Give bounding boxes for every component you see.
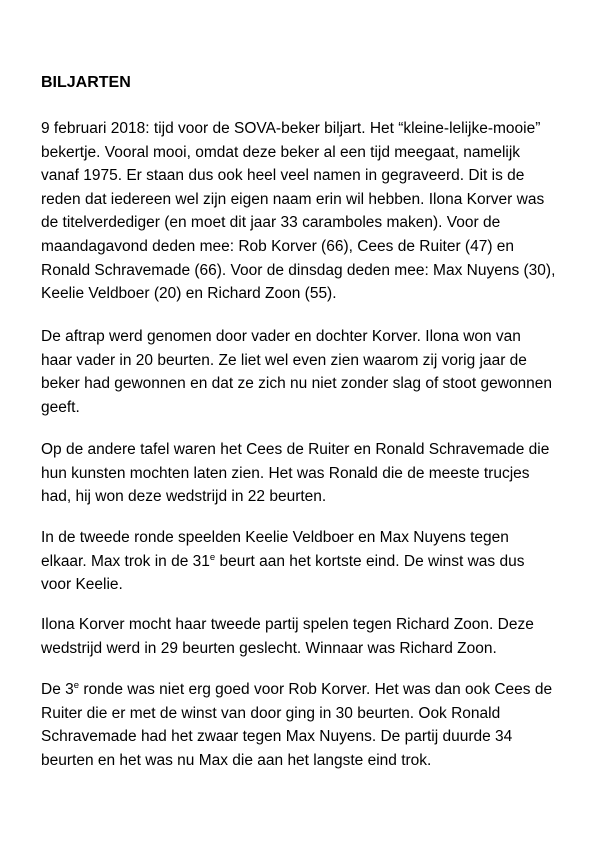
paragraph-6 — [41, 678, 581, 772]
text-line: In de tweede ronde speelden Keelie Veldboer en Max Nuyens tegen — [41, 529, 509, 546]
text-line: vanaf 1975. Er staan dus ook heel veel namen in gegraveerd. Dit is de — [41, 167, 525, 185]
text-line: wedstrijd werd in 29 beurten geslecht. Winnaar was Richard Zoon. — [41, 639, 497, 657]
text-line: voor Keelie. — [41, 576, 123, 594]
text-line — [41, 550, 581, 574]
text-line: haar vader in 20 beurten. Ze liet wel even zien waarom zij vorig jaar de — [41, 351, 527, 369]
text-segment: elkaar. Max trok in de 31 — [41, 552, 210, 570]
paragraph-5 — [41, 613, 581, 660]
text-line: Ruiter die er met de winst van door ging in 30 beurten. Ook Ronald — [41, 704, 501, 722]
text-line: had, hij won deze wedstrijd in 22 beurten. — [41, 488, 327, 506]
text-line: geeft. — [41, 398, 80, 416]
text-line: Keelie Veldboer (20) en Richard Zoon (55). — [41, 285, 337, 303]
text-line: Op de andere tafel waren het Cees de Ruiter en Ronald Schravemade die — [41, 441, 550, 458]
paragraph-3 — [41, 438, 581, 509]
text-line: De aftrap werd genomen door vader en dochter Korver. Ilona won van — [41, 328, 521, 345]
text-segment: beurt aan het kortste eind. De winst was dus — [215, 552, 525, 570]
text-line: beker had gewonnen en dat ze zich nu niet zonder slag of stoot gewonnen — [41, 375, 553, 393]
text-line: de titelverdediger (en moet dit jaar 33 caramboles maken). Voor de — [41, 214, 501, 232]
text-segment: De 3 — [41, 681, 74, 698]
text-line: Ilona Korver mocht haar tweede partij spelen tegen Richard Zoon. Deze — [41, 616, 534, 633]
ordinal-superscript: e — [209, 551, 216, 563]
text-line — [41, 678, 581, 702]
paragraph-1 — [41, 117, 581, 306]
ordinal-superscript: e — [73, 680, 80, 691]
document-title: BILJARTEN — [41, 74, 131, 91]
text-line: reden dat iedereen wel zijn eigen naam erin wil hebben. Ilona Korver was — [41, 190, 545, 208]
text-segment: ronde was niet erg goed voor Rob Korver. Het was dan ook Cees de — [79, 681, 553, 698]
paragraph-4 — [41, 526, 581, 597]
text-line: Ronald Schravemade (66). Voor de dinsdag deden mee: Max Nuyens (30), — [41, 261, 556, 279]
text-line: Schravemade had het zwaar tegen Max Nuyens. De partij duurde 34 — [41, 728, 513, 746]
text-line: 9 februari 2018: tijd voor de SOVA-beker biljart. Het “kleine-lelijke-mooie” — [41, 120, 541, 137]
paragraph-2 — [41, 325, 581, 419]
text-line: hun kunsten mochten laten zien. Het was Ronald die de meeste trucjes — [41, 464, 530, 482]
text-line: maandagavond deden mee: Rob Korver (66), Cees de Ruiter (47) en — [41, 237, 515, 255]
text-line: bekertje. Vooral mooi, omdat deze beker al een tijd meegaat, namelijk — [41, 143, 521, 161]
text-line: beurten en het was nu Max die aan het langste eind trok. — [41, 751, 432, 769]
